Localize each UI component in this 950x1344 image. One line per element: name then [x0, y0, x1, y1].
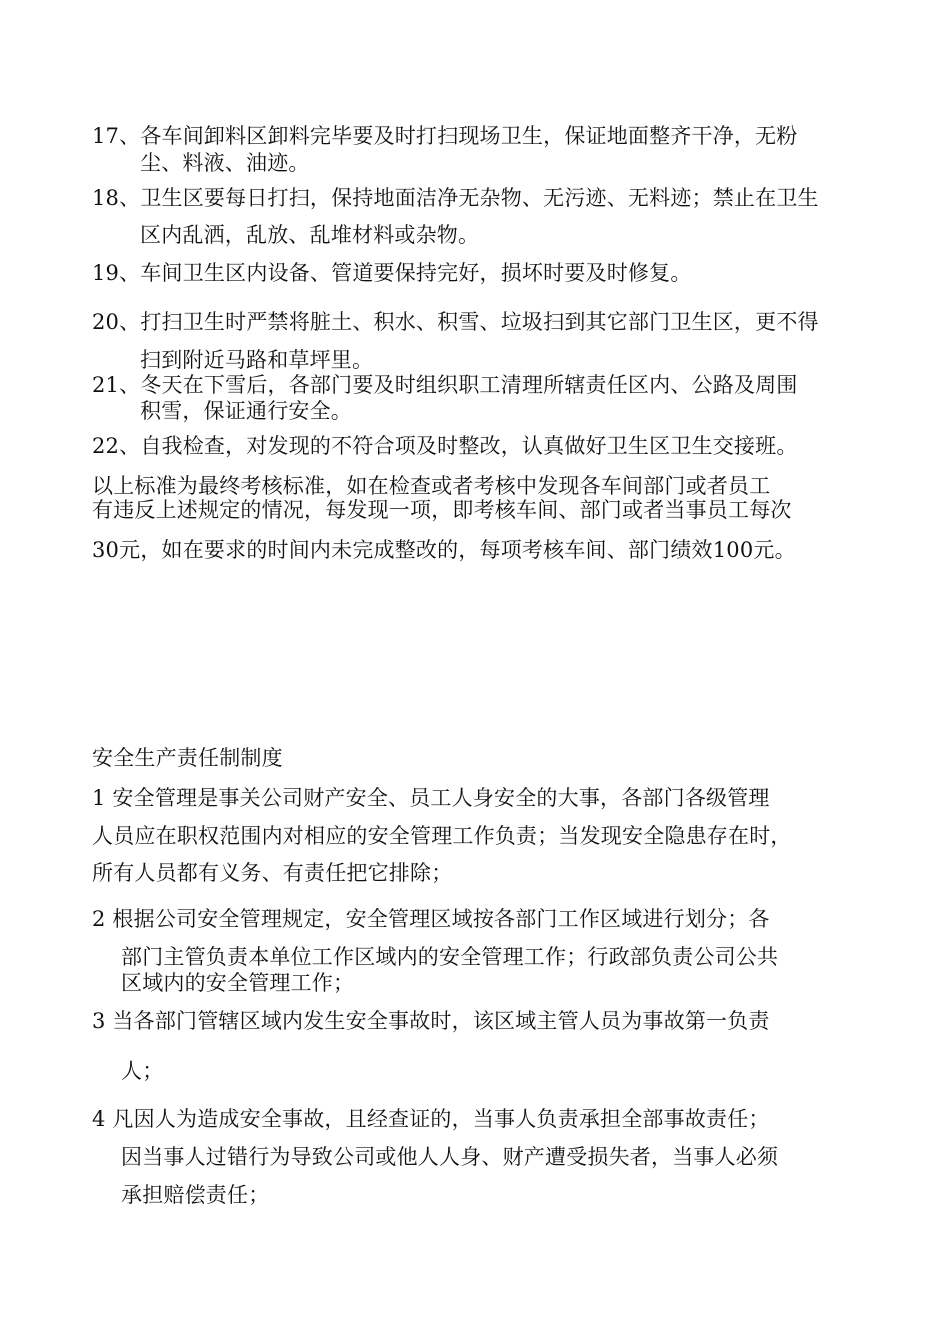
rule-19-line-1: 19、车间卫生区内设备、管道要保持完好，损坏时要及时修复。: [92, 261, 692, 285]
rule-21-line-2: 积雪，保证通行安全。: [140, 399, 352, 423]
closing-paragraph-line-1: 以上标准为最终考核标准，如在检查或者考核中发现各车间部门或者员工: [92, 474, 771, 498]
safety-item-4-line-1: 4 凡因人为造成安全事故，且经查证的，当事人负责承担全部事故责任；: [92, 1107, 770, 1131]
safety-item-2-line-3: 区域内的安全管理工作；: [121, 971, 355, 995]
closing-paragraph-line-2: 有违反上述规定的情况，每发现一项，即考核车间、部门或者当事员工每次: [92, 498, 792, 522]
safety-item-2-line-2: 部门主管负责本单位工作区域内的安全管理工作；行政部负责公司公共: [121, 945, 779, 969]
rule-22-line-1: 22、自我检查，对发现的不符合项及时整改，认真做好卫生区卫生交接班。: [92, 434, 798, 458]
safety-item-2-line-1: 2 根据公司安全管理规定，安全管理区域按各部门工作区域进行划分；各: [92, 907, 770, 931]
rule-20-line-2: 扫到附近马路和草坪里。: [140, 348, 374, 372]
section-title: 安全生产责任制制度: [92, 746, 283, 770]
safety-item-1-line-3: 所有人员都有义务、有责任把它排除；: [92, 861, 453, 885]
rule-18-line-1: 18、卫生区要每日打扫，保持地面洁净无杂物、无污迹、无料迹；禁止在卫生: [92, 186, 819, 210]
rule-17-line-1: 17、各车间卸料区卸料完毕要及时打扫现场卫生，保证地面整齐干净，无粉: [92, 124, 798, 148]
safety-item-1-line-2: 人员应在职权范围内对相应的安全管理工作负责；当发现安全隐患存在时，: [92, 824, 792, 848]
safety-item-3-line-2: 人；: [121, 1059, 164, 1083]
rule-18-line-2: 区内乱洒，乱放、乱堆材料或杂物。: [140, 223, 480, 247]
safety-item-4-line-3: 承担赔偿责任；: [121, 1183, 270, 1207]
rule-17-line-2: 尘、料液、油迹。: [140, 151, 310, 175]
rule-20-line-1: 20、打扫卫生时严禁将脏土、积水、积雪、垃圾扫到其它部门卫生区，更不得: [92, 310, 819, 334]
closing-paragraph-line-3: 30元，如在要求的时间内未完成整改的，每项考核车间、部门绩效100元。: [92, 538, 796, 562]
safety-item-1-line-1: 1 安全管理是事关公司财产安全、员工人身安全的大事，各部门各级管理: [92, 786, 770, 810]
rule-21-line-1: 21、冬天在下雪后，各部门要及时组织职工清理所辖责任区内、公路及周围: [92, 373, 798, 397]
safety-item-3-line-1: 3 当各部门管辖区域内发生安全事故时，该区域主管人员为事故第一负责: [92, 1009, 770, 1033]
safety-item-4-line-2: 因当事人过错行为导致公司或他人人身、财产遭受损失者，当事人必须: [121, 1145, 779, 1169]
